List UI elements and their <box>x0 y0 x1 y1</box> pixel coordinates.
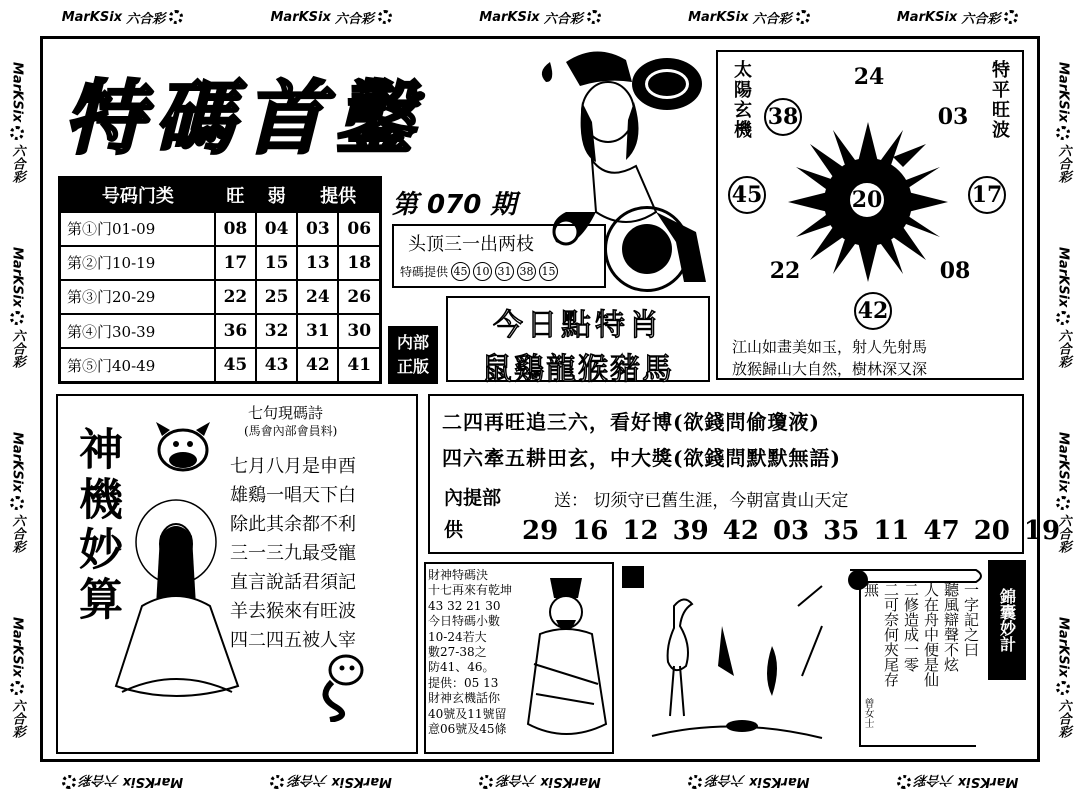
table-cell: 13 <box>297 246 338 280</box>
brand-text: MarKSix <box>270 9 331 25</box>
cow-cartoon-icon <box>148 416 218 486</box>
brand-text: MarKSix <box>9 616 25 678</box>
border-bottom <box>18 771 1062 793</box>
flower-icon <box>587 10 601 24</box>
sun-number: 17 <box>968 176 1006 214</box>
flower-icon <box>10 126 24 140</box>
scroll-card <box>846 566 986 754</box>
brand-text: MarKSix <box>61 9 123 25</box>
sun-poem-line: 江山如畫美如玉，射人先射馬 <box>732 338 928 356</box>
border-unit <box>1054 617 1073 738</box>
flower-icon <box>378 10 392 24</box>
table-cell: 18 <box>338 246 380 280</box>
tag-text: 六合彩 <box>126 11 166 27</box>
period-label: 第 070 期 <box>392 190 517 220</box>
scroll-column: 無 <box>862 582 880 597</box>
sun-poem <box>732 336 927 380</box>
border-unit <box>688 8 809 27</box>
table-cell: 32 <box>256 314 297 348</box>
border-unit <box>8 617 27 738</box>
emblem-icon <box>632 58 702 110</box>
header-wang: 旺 <box>215 178 256 212</box>
sun-number: 38 <box>764 98 802 136</box>
big-number: 11 <box>873 516 910 546</box>
border-unit <box>479 773 600 792</box>
sun-box <box>716 50 1024 380</box>
flower-icon <box>62 775 76 789</box>
border-unit <box>62 8 183 27</box>
scroll-signature: 曾女士 <box>862 698 873 728</box>
brand-text: MarKSix <box>540 774 601 790</box>
sun-poem-line: 放猴歸山大自然，樹林深又深 <box>732 360 928 378</box>
table-cell: 43 <box>256 348 297 382</box>
scroll-column: 聽風辯聲不炫 <box>942 582 960 672</box>
tag-text: 六合彩 <box>9 329 25 369</box>
brand-text: MarKSix <box>1055 431 1071 493</box>
header-ruo: 弱 <box>256 178 297 212</box>
caishen-line: 10-24若大 <box>428 629 487 644</box>
brand-text: MarKSix <box>9 431 25 493</box>
brand-text: MarKSix <box>1055 616 1071 678</box>
caishen-line: 今日特碼小數 <box>428 614 501 629</box>
table-cell: 22 <box>215 280 256 314</box>
table-header-row <box>60 178 381 212</box>
border-unit <box>897 773 1018 792</box>
tag-text: 六合彩 <box>1055 144 1071 184</box>
toudi-numbers <box>400 262 558 281</box>
sun-right-title: 特平旺波 <box>989 60 1010 140</box>
border-unit <box>1054 247 1073 368</box>
shenji-title: 神機妙算 <box>71 426 122 626</box>
qiju-title: 七句現碼詩 <box>248 404 324 422</box>
border-unit <box>62 773 183 792</box>
border-top <box>18 6 1062 28</box>
number-circle: 10 <box>473 262 492 281</box>
flower-icon <box>897 775 911 789</box>
caishen-card <box>424 562 614 754</box>
poem-line: 雄鷄一唱天下白 <box>230 485 356 506</box>
border-unit <box>8 62 27 183</box>
sun-number: 22 <box>766 252 804 290</box>
sun-left-title: 太陽玄機 <box>731 60 752 140</box>
flower-icon <box>1056 126 1070 140</box>
crane-illustration <box>622 566 842 754</box>
tag-text: 六合彩 <box>79 772 119 788</box>
brand-text: MarKSix <box>1055 246 1071 308</box>
caishen-line: 意06號及45條 <box>428 722 507 737</box>
caishen-line: 十七再來有乾坤 <box>428 583 513 598</box>
flower-icon <box>10 681 24 695</box>
border-unit <box>271 773 392 792</box>
table-cell: 第④门30-39 <box>60 314 215 348</box>
toudi-label: 特碼提供 <box>400 265 449 279</box>
sun-number: 08 <box>936 252 974 290</box>
number-circle: 45 <box>451 262 470 281</box>
table-cell: 25 <box>256 280 297 314</box>
caishen-line: 43 32 21 30 <box>428 598 501 613</box>
sun-number: 45 <box>728 176 766 214</box>
poem-line: 直言說話君須記 <box>230 572 356 593</box>
border-left <box>4 30 30 770</box>
brand-text: MarKSix <box>957 774 1019 790</box>
tag-text: 六合彩 <box>334 11 374 27</box>
border-unit <box>8 432 27 553</box>
jinri-box <box>446 296 710 387</box>
table-cell: 03 <box>297 212 338 246</box>
page-title: 特碼首鑿 <box>64 71 424 165</box>
middle-poem-box <box>428 394 1061 554</box>
brand-text: MarKSix <box>749 774 810 790</box>
big-number: 16 <box>572 516 609 546</box>
flower-icon <box>1056 496 1070 510</box>
table-cell: 第③门20-29 <box>60 280 215 314</box>
tag-text: 六合彩 <box>914 772 954 788</box>
table-cell: 04 <box>256 212 297 246</box>
hk-emblem-icon <box>604 206 690 292</box>
brand-text: MarKSix <box>479 9 540 25</box>
scroll-column: 二可奈何夾尾存 <box>882 582 900 687</box>
big-number-row <box>522 516 1060 546</box>
song-line: 送： 切须守已舊生涯，今朝富貴山天定 <box>554 491 849 511</box>
big-number: 39 <box>672 516 709 546</box>
tag-text: 六合彩 <box>288 772 328 788</box>
scroll-columns <box>862 582 980 687</box>
jinri-zodiacs: 鼠鷄龍猴豬馬 <box>482 352 674 387</box>
table-row <box>60 348 381 382</box>
brand-text: MarKSix <box>331 774 392 790</box>
border-unit <box>8 247 27 368</box>
flower-icon <box>1056 311 1070 325</box>
sun-number: 24 <box>850 58 888 96</box>
sun-number: 42 <box>854 292 892 330</box>
tag-text: 六合彩 <box>961 11 1001 27</box>
header-category: 号码门类 <box>60 178 215 212</box>
number-circle: 15 <box>539 262 558 281</box>
table-cell: 06 <box>338 212 380 246</box>
flower-icon <box>688 775 702 789</box>
table-cell: 36 <box>215 314 256 348</box>
tag-text: 六合彩 <box>752 11 792 27</box>
toudi-box <box>392 224 606 288</box>
scroll-column: 人在舟中便是仙 <box>922 582 940 687</box>
mid-poem-line: 二四再旺追三六，看好博(欲錢問偷瓊液) <box>442 410 820 434</box>
caishen-text <box>428 568 512 737</box>
header-tigong: 提供 <box>297 178 380 212</box>
big-number: 47 <box>923 516 960 546</box>
border-unit <box>1054 62 1073 183</box>
sun-number: 03 <box>934 98 972 136</box>
tag-text: 六合彩 <box>9 514 25 554</box>
caishen-line: 數27-38之 <box>428 645 487 660</box>
flower-icon <box>1056 681 1070 695</box>
poem-line: 羊去猴來有旺波 <box>230 601 356 622</box>
flower-icon <box>169 10 183 24</box>
flower-icon <box>271 775 285 789</box>
table-cell: 第②门10-19 <box>60 246 215 280</box>
number-circle: 38 <box>517 262 536 281</box>
flower-icon <box>479 775 493 789</box>
big-number: 42 <box>722 516 759 546</box>
caishen-illustration <box>520 574 612 750</box>
tag-text: 六合彩 <box>706 772 746 788</box>
table-cell: 第①门01-09 <box>60 212 215 246</box>
table-row <box>60 280 381 314</box>
table-cell: 15 <box>256 246 297 280</box>
border-unit <box>479 8 600 27</box>
poem-line: 四二四五被人宰 <box>230 630 356 651</box>
tag-text: 六合彩 <box>1055 699 1071 739</box>
poem-line: 三一三九最受寵 <box>230 543 356 564</box>
tag-text: 六合彩 <box>9 699 25 739</box>
table-cell: 45 <box>215 348 256 382</box>
neiti-label: 內提部供 <box>444 487 502 541</box>
big-number: 19 <box>1023 516 1061 546</box>
number-category-table <box>58 176 382 384</box>
left-poem-box <box>56 394 418 754</box>
flower-icon <box>10 496 24 510</box>
sun-center-number: 20 <box>848 181 886 219</box>
mid-poem-line: 四六牽五耕田玄，中大獎(欲錢問默默無語) <box>442 446 841 470</box>
snake-cartoon-icon <box>312 652 372 722</box>
big-number: 29 <box>522 516 559 546</box>
brand-text: MarKSix <box>688 9 749 25</box>
table-row <box>60 246 381 280</box>
border-unit <box>688 773 809 792</box>
number-circle: 31 <box>495 262 514 281</box>
big-number: 35 <box>823 516 860 546</box>
qiju-lines <box>230 452 356 655</box>
flower-icon <box>1004 10 1018 24</box>
brand-text: MarKSix <box>9 61 25 123</box>
brand-text: MarKSix <box>896 9 958 25</box>
table-cell: 17 <box>215 246 256 280</box>
table-row <box>60 314 381 348</box>
table-cell: 第⑤门40-49 <box>60 348 215 382</box>
neibu-badge: 内部正版 <box>388 326 438 384</box>
brand-text: MarKSix <box>1055 61 1071 123</box>
table-cell: 08 <box>215 212 256 246</box>
qiju-subtitle: (馬會內部會員料) <box>244 424 338 438</box>
tag-text: 六合彩 <box>1055 329 1071 369</box>
brand-text: MarKSix <box>122 774 184 790</box>
poem-line: 七月八月是申酉 <box>230 456 356 477</box>
table-cell: 30 <box>338 314 380 348</box>
tag-text: 六合彩 <box>497 772 537 788</box>
jinri-title: 今日點特肖 <box>493 308 663 343</box>
caishen-line: 財神玄機話你 <box>428 691 501 706</box>
table-cell: 42 <box>297 348 338 382</box>
table-cell: 31 <box>297 314 338 348</box>
border-unit <box>270 8 391 27</box>
crane-card <box>622 566 842 754</box>
table-cell: 41 <box>338 348 380 382</box>
scroll-column: 一字記之曰 <box>962 582 980 657</box>
flower-icon <box>10 311 24 325</box>
big-number: 12 <box>622 516 659 546</box>
poem-line: 除此其余都不利 <box>230 514 356 535</box>
tag-text: 六合彩 <box>9 144 25 184</box>
brand-text: MarKSix <box>9 246 25 308</box>
big-number: 03 <box>772 516 810 546</box>
caishen-line: 財神特碼決 <box>428 568 489 582</box>
caishen-line: 提供：05 13 <box>428 675 499 690</box>
jinnang-badge: 錦囊妙計 <box>988 560 1026 680</box>
caishen-line: 40號及11號留 <box>428 706 507 721</box>
border-unit <box>897 8 1018 27</box>
table-row <box>60 212 381 246</box>
table-cell: 26 <box>338 280 380 314</box>
tag-text: 六合彩 <box>1055 514 1071 554</box>
table-cell: 24 <box>297 280 338 314</box>
caishen-line: 防41、46。 <box>428 660 495 675</box>
scroll-column: 二修造成一零 <box>902 582 920 672</box>
toudi-line: 头顶三一出两枝 <box>408 234 534 255</box>
border-right <box>1050 30 1076 770</box>
big-number: 20 <box>973 516 1010 546</box>
tag-text: 六合彩 <box>543 11 583 27</box>
flower-icon <box>796 10 810 24</box>
